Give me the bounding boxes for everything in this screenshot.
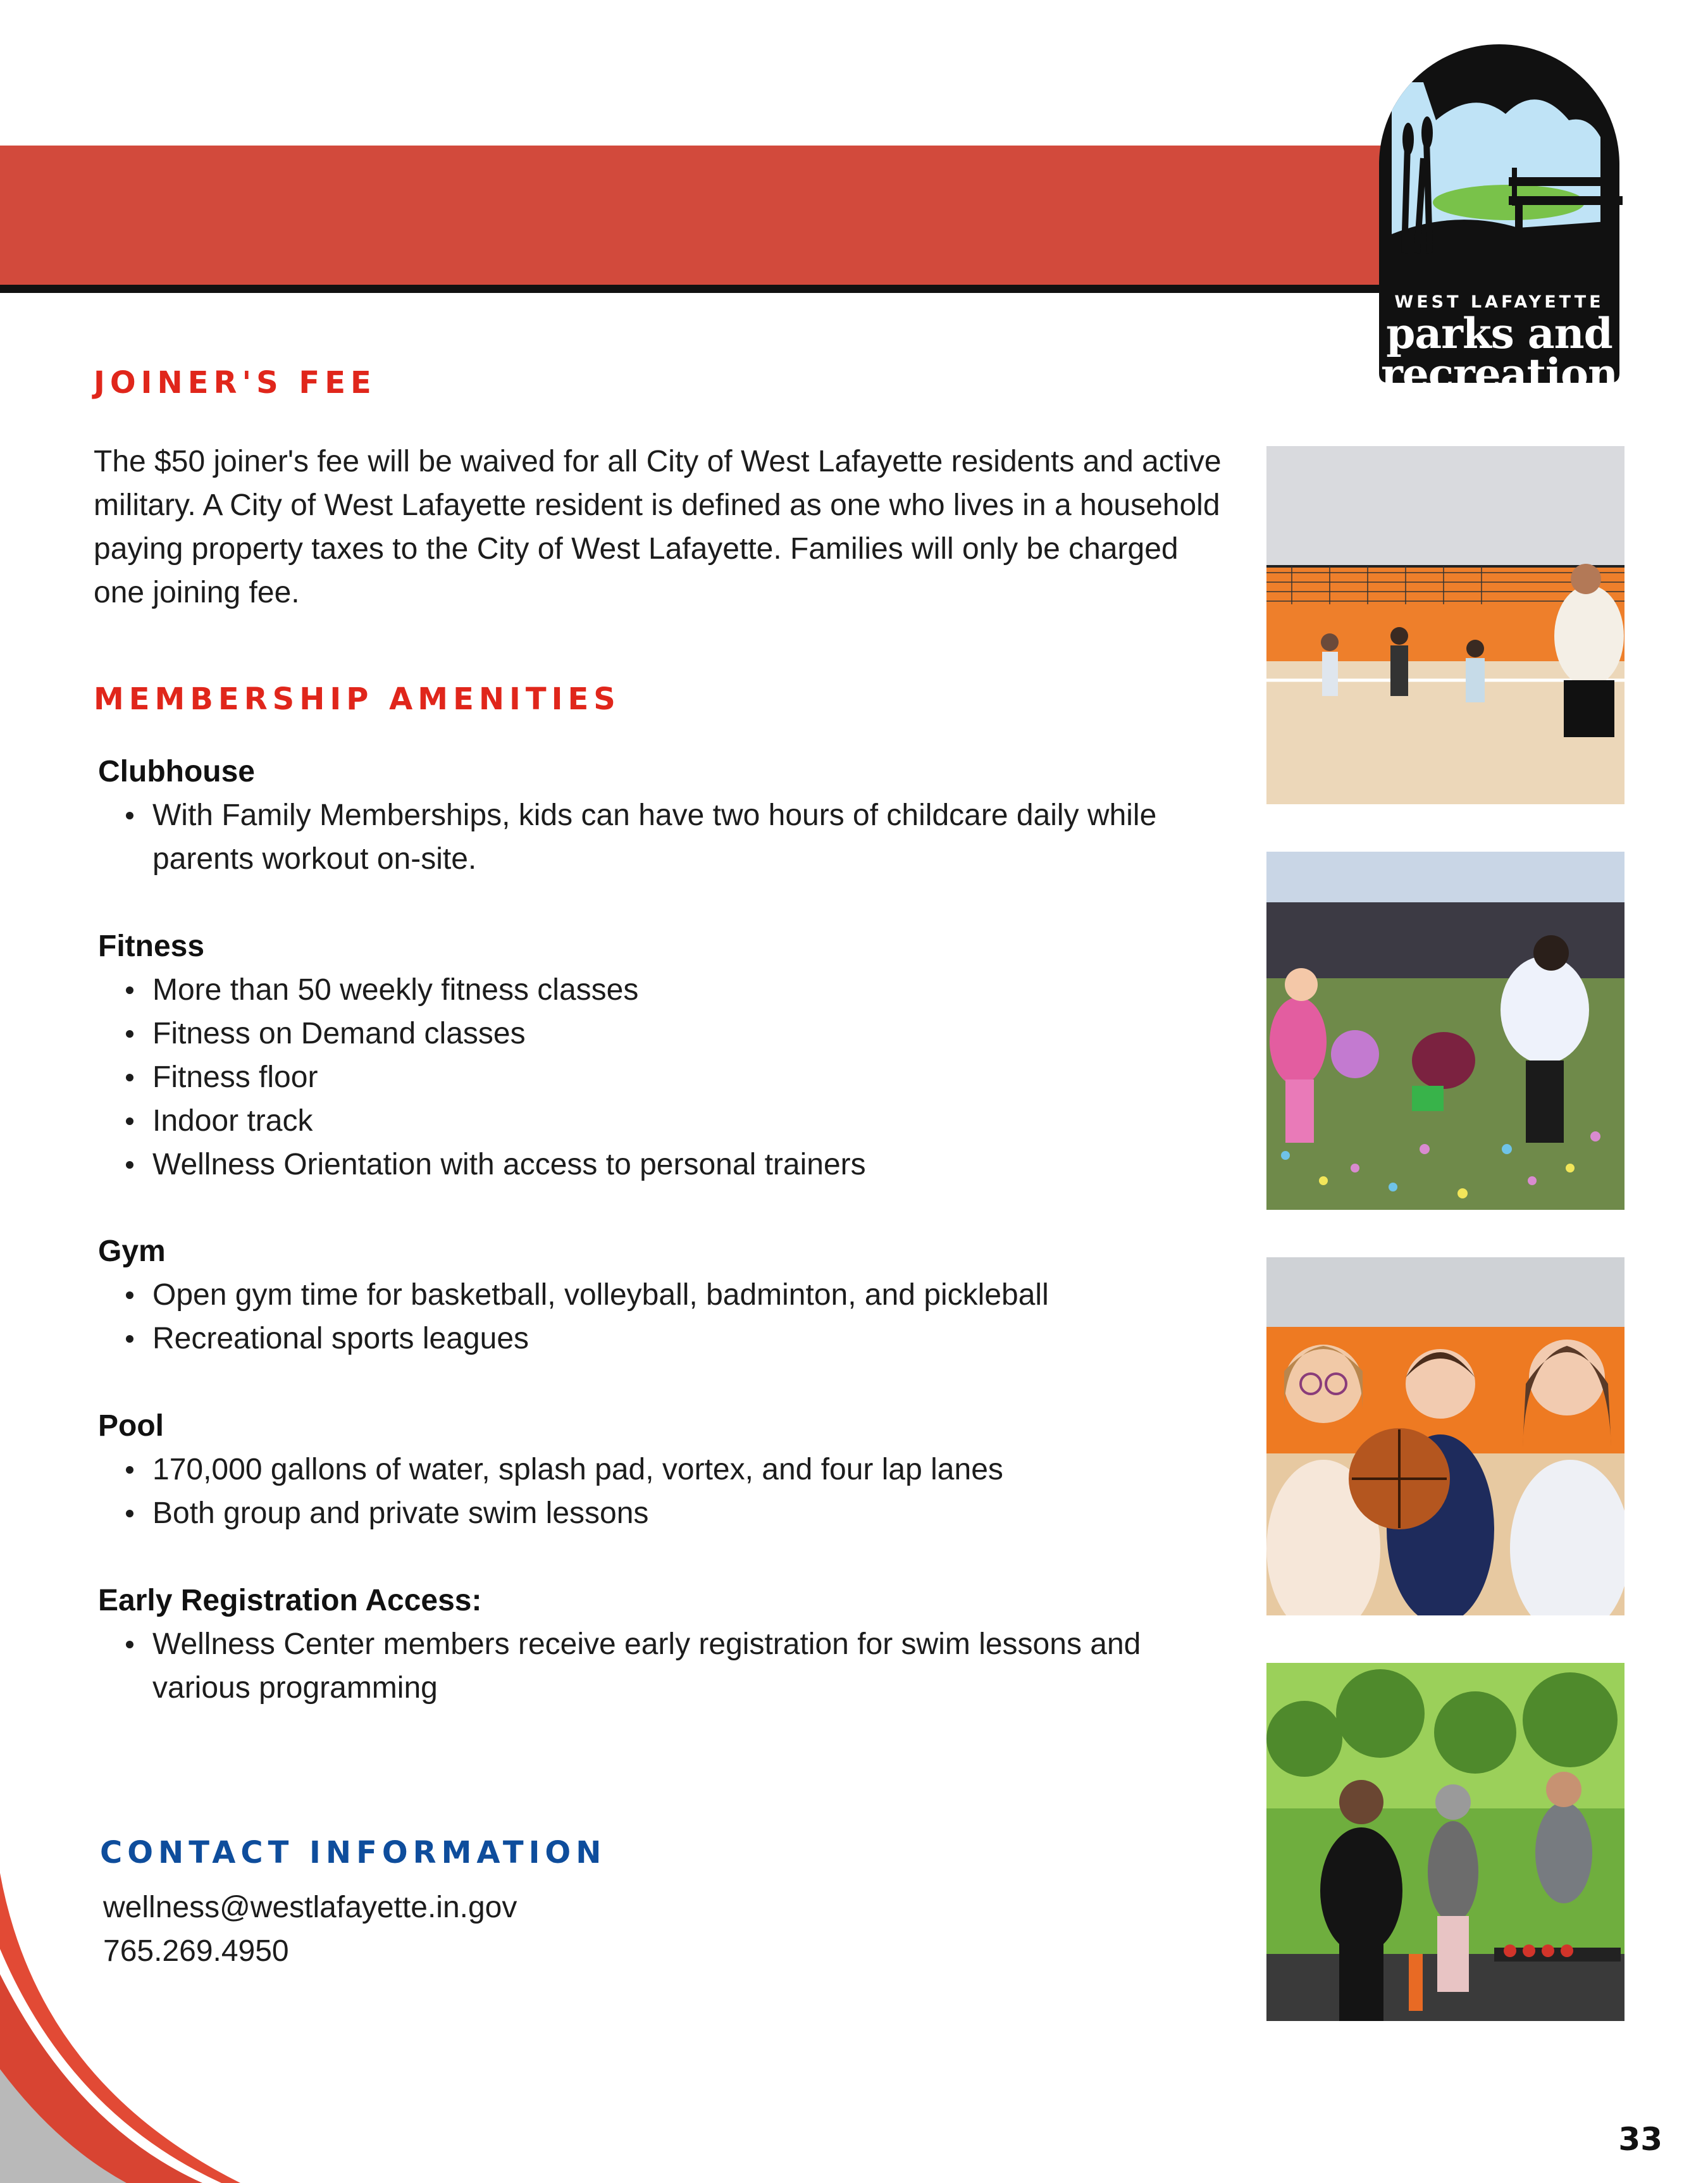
joiners-fee-heading: JOINER'S FEE xyxy=(94,365,376,401)
header-red-band xyxy=(0,146,1411,285)
list-item: Open gym time for basketball, volleyball, badminton, and pickleball xyxy=(98,1273,1224,1317)
amenity-section-clubhouse xyxy=(98,750,1224,881)
kids-basketball-photo-icon xyxy=(1266,1257,1624,1615)
amenity-title: Gym xyxy=(98,1235,166,1268)
volleyball-photo-icon xyxy=(1266,446,1624,804)
logo-line2: recreation xyxy=(1380,349,1618,399)
joiners-fee-paragraph: The $50 joiner's fee will be waived for all City of West Lafayette residents and active military. A City of West Lafayette resident is defined as one who lives in a household paying property taxes to the City of West Lafayette. Families will only be charged one joining fee. xyxy=(94,445,1222,609)
amenity-title: Early Registration Access: xyxy=(98,1584,482,1617)
contact-phone: 765.269.4950 xyxy=(103,1934,289,1968)
list-item: 170,000 gallons of water, splash pad, vortex, and four lap lanes xyxy=(98,1448,1224,1491)
amenity-title: Fitness xyxy=(98,930,205,963)
logo-line1: parks and xyxy=(1386,309,1612,358)
list-item: Recreational sports leagues xyxy=(98,1317,1224,1360)
amenities-heading: MEMBERSHIP AMENITIES xyxy=(94,681,621,717)
page-number: 33 xyxy=(1618,2121,1662,2158)
list-item: Both group and private swim lessons xyxy=(98,1491,1224,1535)
amenity-section-early-registration xyxy=(98,1579,1224,1710)
amenity-section-fitness xyxy=(98,924,1224,1186)
photo-kids-basketball xyxy=(1266,1257,1624,1615)
parks-logo xyxy=(1354,44,1645,399)
outdoor-fitness-photo-icon xyxy=(1266,1663,1624,2021)
amenity-list xyxy=(98,1448,1224,1535)
list-item: More than 50 weekly fitness classes xyxy=(98,968,1224,1012)
contact-email[interactable]: wellness@westlafayette.in.gov xyxy=(103,1891,517,1924)
photo-outdoor-fitness xyxy=(1266,1663,1624,2021)
list-item: Fitness floor xyxy=(98,1055,1224,1099)
list-item: Fitness on Demand classes xyxy=(98,1012,1224,1055)
list-item: Wellness Orientation with access to personal trainers xyxy=(98,1143,1224,1186)
amenity-section-gym xyxy=(98,1229,1224,1360)
photo-volleyball xyxy=(1266,446,1624,804)
amenity-list xyxy=(98,1273,1224,1360)
amenity-list xyxy=(98,968,1224,1186)
contact-heading: CONTACT INFORMATION xyxy=(100,1835,607,1870)
amenity-list xyxy=(98,1622,1224,1710)
list-item: With Family Memberships, kids can have two hours of childcare daily while parents workout on-site. xyxy=(98,793,1224,881)
logo-top-text: WEST LAFAYETTE xyxy=(1394,292,1604,312)
amenity-list xyxy=(98,793,1224,881)
header-black-rule xyxy=(0,285,1411,293)
amenity-title: Clubhouse xyxy=(98,755,255,788)
decorative-swoosh-icon xyxy=(0,1873,266,2183)
amenity-title: Pool xyxy=(98,1409,164,1443)
egg-hunt-photo-icon xyxy=(1266,852,1624,1210)
list-item: Indoor track xyxy=(98,1099,1224,1143)
amenity-section-pool xyxy=(98,1404,1224,1535)
list-item: Wellness Center members receive early registration for swim lessons and various programming xyxy=(98,1622,1224,1710)
photo-egg-hunt xyxy=(1266,852,1624,1210)
